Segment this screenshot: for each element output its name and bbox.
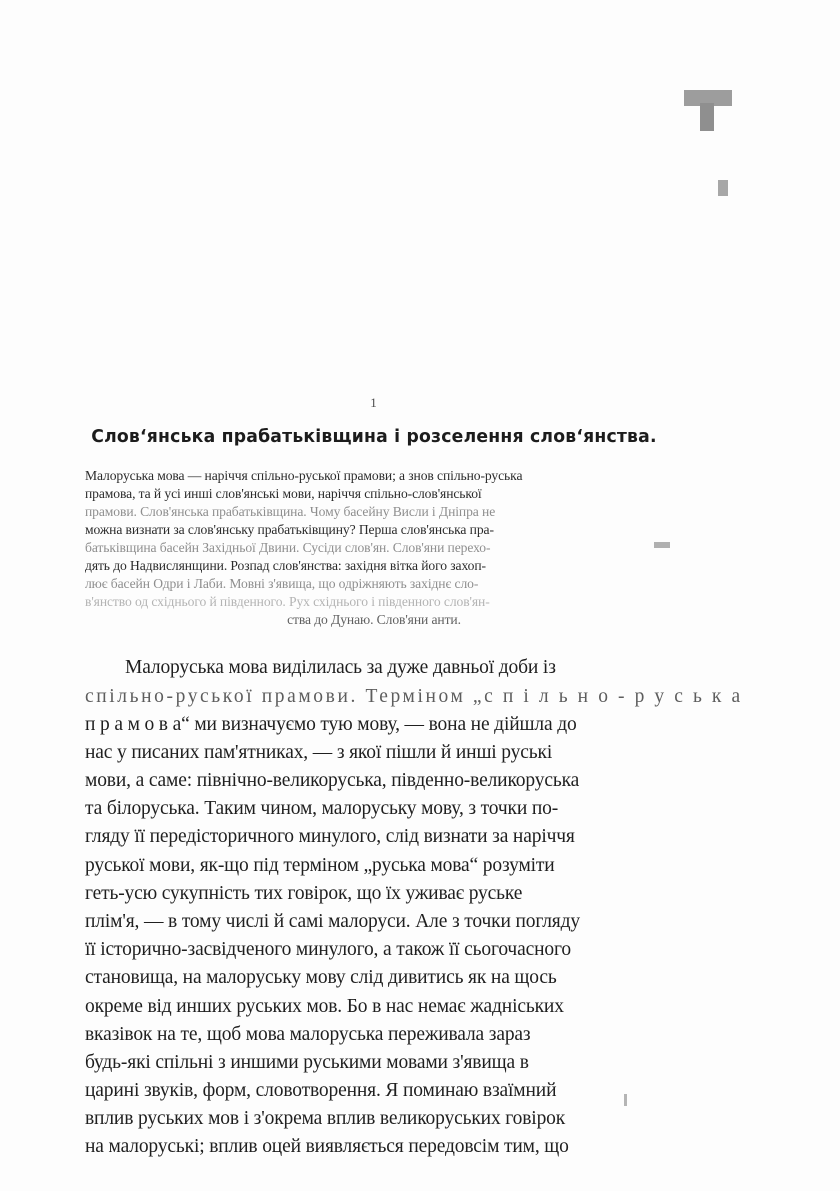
page-title: Слов‘янська прабатьківщина і розселення слов‘янства.: [91, 427, 657, 447]
body-line: спільно-руської прамови. Терміном „с п і л ь н о - р у с ь к а: [85, 685, 743, 707]
summary-line: прамова, та й усі инші слов'янські мови, наріччя спільно-слов'янської: [85, 485, 482, 501]
body-line: мови, а саме: північно-великоруська, південно-великоруська: [85, 770, 580, 792]
page-number: 1: [370, 395, 378, 410]
body-line: будь-які спільні з иншими руськими мовами з'явища в: [85, 1051, 529, 1073]
summary-line: в'янство од східнього й південного. Рух східнього і південного слов'ян-: [85, 593, 490, 609]
page-content: [85, 395, 743, 1162]
scan-artifact-icon: [718, 180, 728, 196]
body-line: нас у писаних пам'ятниках, — з якої пішли й инші руські: [85, 741, 553, 763]
summary-line: батьківщина басейн Західньої Двини. Сусіди слов'ян. Слов'яни перехо-: [85, 539, 491, 555]
summary-line: можна визнати за слов'янську прабатьківщину? Перша слов'янська пра-: [85, 521, 494, 537]
body-line: та білоруська. Таким чином, малоруську мову, з точки по-: [85, 798, 559, 820]
summary-line: прамови. Слов'янська прабатьківщина. Чому басейну Висли і Дніпра не: [85, 503, 496, 519]
scan-artifact-icon: [700, 103, 714, 131]
chapter-summary: [85, 467, 663, 628]
body-line: вплив руських мов і з'окрема вплив великоруських говірок: [85, 1108, 566, 1130]
body-line: становища, на малоруську мову слід дивитись як на щось: [85, 967, 557, 989]
body-line: п р а м о в а“ ми визначуємо тую мову, — вона не дійшла до: [85, 713, 577, 735]
body-line: плім'я, — в тому числі й самі малоруси. Але з точки погляду: [85, 910, 580, 932]
body-paragraph: [85, 654, 743, 1161]
summary-line: ства до Дунаю. Слов'яни анти.: [287, 611, 461, 627]
body-line: її історично-засвідченого минулого, а також її сьогочасного: [85, 939, 571, 961]
body-line: окреме від инших руських мов. Бо в нас немає жадніських: [85, 995, 564, 1017]
summary-line: дять до Надвислянщини. Розпад слов'янства: західня вітка його захоп-: [85, 557, 486, 573]
body-line: на малоруські; вплив оцей виявляється передовсім тим, що: [85, 1136, 569, 1158]
body-line: царині звуків, форм, словотворення. Я поминаю взаїмний: [85, 1080, 557, 1102]
body-line: руської мови, як-що під терміном „руська мова“ розуміти: [85, 854, 555, 876]
summary-line: Малоруська мова — наріччя спільно-руської прамови; а знов спільно-руська: [85, 468, 523, 483]
body-line: гляду її передісторичного минулого, слід визнати за наріччя: [85, 826, 575, 848]
summary-line: лює басейн Одри і Лаби. Мовні з'явища, що одріжняють західнє сло-: [85, 575, 479, 591]
body-line: Малоруська мова виділилась за дуже давньої доби із: [125, 657, 556, 679]
body-line: вказівок на те, щоб мова малоруська переживала зараз: [85, 1023, 531, 1045]
body-line: геть-усю сукупність тих говірок, що їх уживає руське: [85, 882, 523, 904]
